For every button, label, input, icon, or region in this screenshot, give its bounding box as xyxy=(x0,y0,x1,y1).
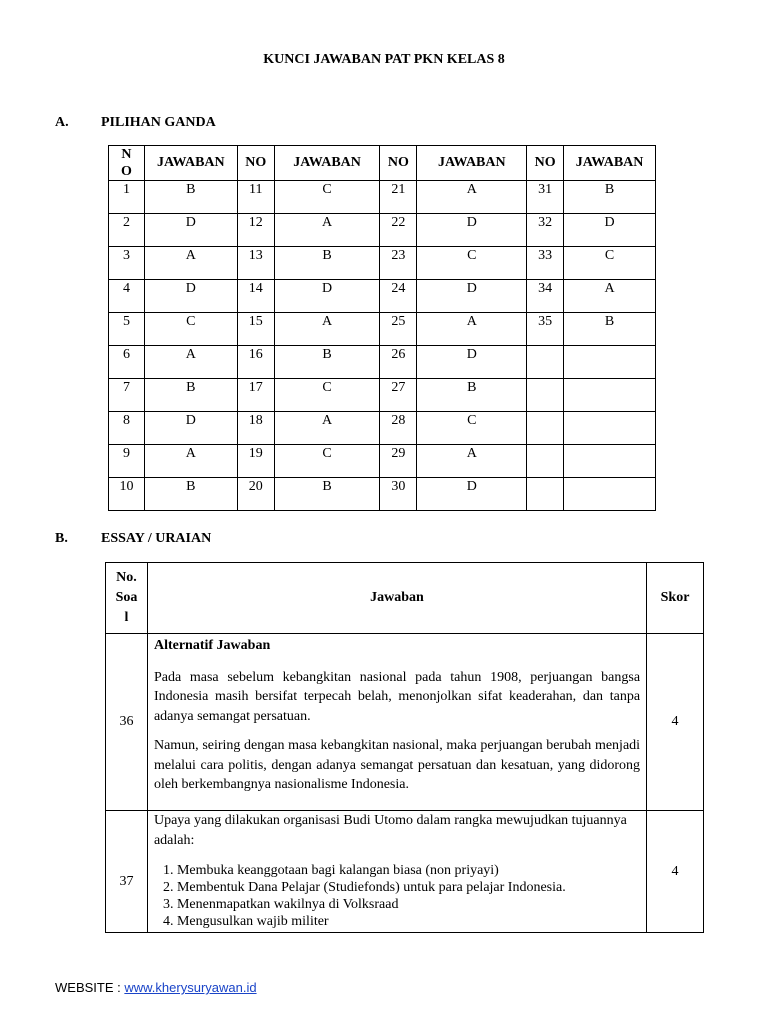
answer-key: D xyxy=(417,280,527,313)
answer-key: C xyxy=(564,247,656,280)
essay-number: 37 xyxy=(106,811,148,933)
mc-row xyxy=(109,478,656,511)
question-number xyxy=(527,445,564,478)
answer-list xyxy=(154,862,640,930)
question-number: 26 xyxy=(380,346,417,379)
essay-row xyxy=(106,811,704,933)
question-number: 35 xyxy=(527,313,564,346)
question-number xyxy=(527,478,564,511)
essay-header-row xyxy=(106,563,704,634)
question-number: 16 xyxy=(237,346,274,379)
question-number: 1 xyxy=(109,181,145,214)
essay-score: 4 xyxy=(647,634,704,811)
answer-key: D xyxy=(417,214,527,247)
question-number: 24 xyxy=(380,280,417,313)
answer-key: B xyxy=(564,313,656,346)
question-number: 34 xyxy=(527,280,564,313)
answer-key: B xyxy=(274,478,380,511)
section-a-label: PILIHAN GANDA xyxy=(101,115,216,130)
question-number: 3 xyxy=(109,247,145,280)
question-number: 11 xyxy=(237,181,274,214)
section-a-letter: A. xyxy=(55,115,69,130)
mc-row xyxy=(109,280,656,313)
question-number: 4 xyxy=(109,280,145,313)
essay-header-answer: Jawaban xyxy=(147,563,646,634)
answer-key: D xyxy=(144,280,237,313)
question-number: 33 xyxy=(527,247,564,280)
question-number: 25 xyxy=(380,313,417,346)
mc-header-no: NO xyxy=(380,146,417,181)
question-number: 18 xyxy=(237,412,274,445)
mc-row xyxy=(109,379,656,412)
page-title: KUNCI JAWABAN PAT PKN KELAS 8 xyxy=(263,52,505,67)
section-a-heading xyxy=(55,115,216,131)
question-number xyxy=(527,346,564,379)
answer-key: B xyxy=(144,379,237,412)
essay-number: 36 xyxy=(106,634,148,811)
answer-key: D xyxy=(144,214,237,247)
list-item: 4. Mengusulkan wajib militer xyxy=(177,913,640,930)
answer-key: A xyxy=(417,445,527,478)
answer-key: D xyxy=(417,478,527,511)
mc-row xyxy=(109,181,656,214)
question-number: 10 xyxy=(109,478,145,511)
question-number: 22 xyxy=(380,214,417,247)
answer-key: C xyxy=(274,181,380,214)
question-number: 19 xyxy=(237,445,274,478)
answer-key: B xyxy=(144,478,237,511)
answer-key: C xyxy=(417,412,527,445)
footer xyxy=(55,980,257,995)
question-number: 12 xyxy=(237,214,274,247)
list-item: 3. Menenmapatkan wakilnya di Volksraad xyxy=(177,896,640,913)
question-number: 5 xyxy=(109,313,145,346)
section-b-label: ESSAY / URAIAN xyxy=(101,531,212,546)
mc-header-jawaban: JAWABAN xyxy=(144,146,237,181)
answer-key: A xyxy=(564,280,656,313)
essay-header-score: Skor xyxy=(647,563,704,634)
mc-header-jawaban: JAWABAN xyxy=(417,146,527,181)
mc-header-no: N O xyxy=(109,146,145,181)
answer-key xyxy=(564,346,656,379)
question-number: 17 xyxy=(237,379,274,412)
mc-row xyxy=(109,214,656,247)
question-number xyxy=(527,379,564,412)
answer-key: B xyxy=(274,346,380,379)
essay-row xyxy=(106,634,704,811)
essay-answer xyxy=(147,811,646,933)
answer-key: A xyxy=(274,412,380,445)
answer-paragraph: Pada masa sebelum kebangkitan nasional pada tahun 1908, perjuangan bangsa Indonesia masih bersifat terpecah belah, menonjolkan sifat keaderahan, dan tanpa adanya semangat persatuan. xyxy=(153,669,641,724)
mc-row xyxy=(109,445,656,478)
answer-intro: Upaya yang dilakukan organisasi Budi Utomo dalam rangka mewujudkan tujuannya adalah: xyxy=(153,813,627,848)
mc-row xyxy=(109,247,656,280)
mc-row xyxy=(109,313,656,346)
answer-key: B xyxy=(274,247,380,280)
essay-table xyxy=(105,562,704,933)
answer-key: C xyxy=(144,313,237,346)
answer-key: B xyxy=(144,181,237,214)
answer-key: A xyxy=(417,181,527,214)
answer-key: B xyxy=(417,379,527,412)
answer-key: A xyxy=(274,313,380,346)
mc-header-no: NO xyxy=(237,146,274,181)
multiple-choice-table xyxy=(108,145,656,511)
website-label: WEBSITE : xyxy=(55,980,121,995)
answer-key: B xyxy=(564,181,656,214)
mc-header-jawaban: JAWABAN xyxy=(274,146,380,181)
question-number: 14 xyxy=(237,280,274,313)
question-number: 15 xyxy=(237,313,274,346)
question-number: 13 xyxy=(237,247,274,280)
question-number: 7 xyxy=(109,379,145,412)
question-number: 9 xyxy=(109,445,145,478)
section-b-letter: B. xyxy=(55,531,68,546)
answer-key: D xyxy=(564,214,656,247)
alternative-answer-title: Alternatif Jawaban xyxy=(153,638,271,653)
answer-key: C xyxy=(274,379,380,412)
answer-key xyxy=(564,412,656,445)
answer-key: A xyxy=(144,346,237,379)
answer-key xyxy=(564,379,656,412)
question-number: 32 xyxy=(527,214,564,247)
answer-key: A xyxy=(144,445,237,478)
list-item: 2. Membentuk Dana Pelajar (Studiefonds) untuk para pelajar Indonesia. xyxy=(177,879,640,896)
answer-key: C xyxy=(417,247,527,280)
essay-score: 4 xyxy=(647,811,704,933)
website-link[interactable]: www.kherysuryawan.id xyxy=(124,980,257,995)
question-number: 27 xyxy=(380,379,417,412)
answer-key: A xyxy=(274,214,380,247)
question-number: 8 xyxy=(109,412,145,445)
question-number: 20 xyxy=(237,478,274,511)
answer-key: A xyxy=(417,313,527,346)
list-item: 1. Membuka keanggotaan bagi kalangan biasa (non priyayi) xyxy=(177,862,640,879)
question-number: 31 xyxy=(527,181,564,214)
question-number: 30 xyxy=(380,478,417,511)
question-number: 2 xyxy=(109,214,145,247)
answer-key: D xyxy=(274,280,380,313)
question-number: 28 xyxy=(380,412,417,445)
essay-header-no: No. Soa l xyxy=(106,563,148,634)
question-number: 29 xyxy=(380,445,417,478)
answer-key: D xyxy=(417,346,527,379)
answer-key: A xyxy=(144,247,237,280)
question-number: 23 xyxy=(380,247,417,280)
answer-key: D xyxy=(144,412,237,445)
mc-header-no: NO xyxy=(527,146,564,181)
question-number: 21 xyxy=(380,181,417,214)
answer-key: C xyxy=(274,445,380,478)
mc-header-jawaban: JAWABAN xyxy=(564,146,656,181)
answer-key xyxy=(564,478,656,511)
question-number xyxy=(527,412,564,445)
mc-row xyxy=(109,412,656,445)
mc-row xyxy=(109,346,656,379)
section-b-heading xyxy=(55,531,211,547)
answer-key xyxy=(564,445,656,478)
essay-answer xyxy=(147,634,646,811)
question-number: 6 xyxy=(109,346,145,379)
mc-header-row xyxy=(109,146,656,181)
answer-paragraph: Namun, seiring dengan masa kebangkitan nasional, maka perjuangan berubah menjadi melalui cara politis, dengan adanya semangat persatuan dan kesatuan, yang didorong oleh berkembangnya nasionalisme Indonesia. xyxy=(153,738,641,792)
